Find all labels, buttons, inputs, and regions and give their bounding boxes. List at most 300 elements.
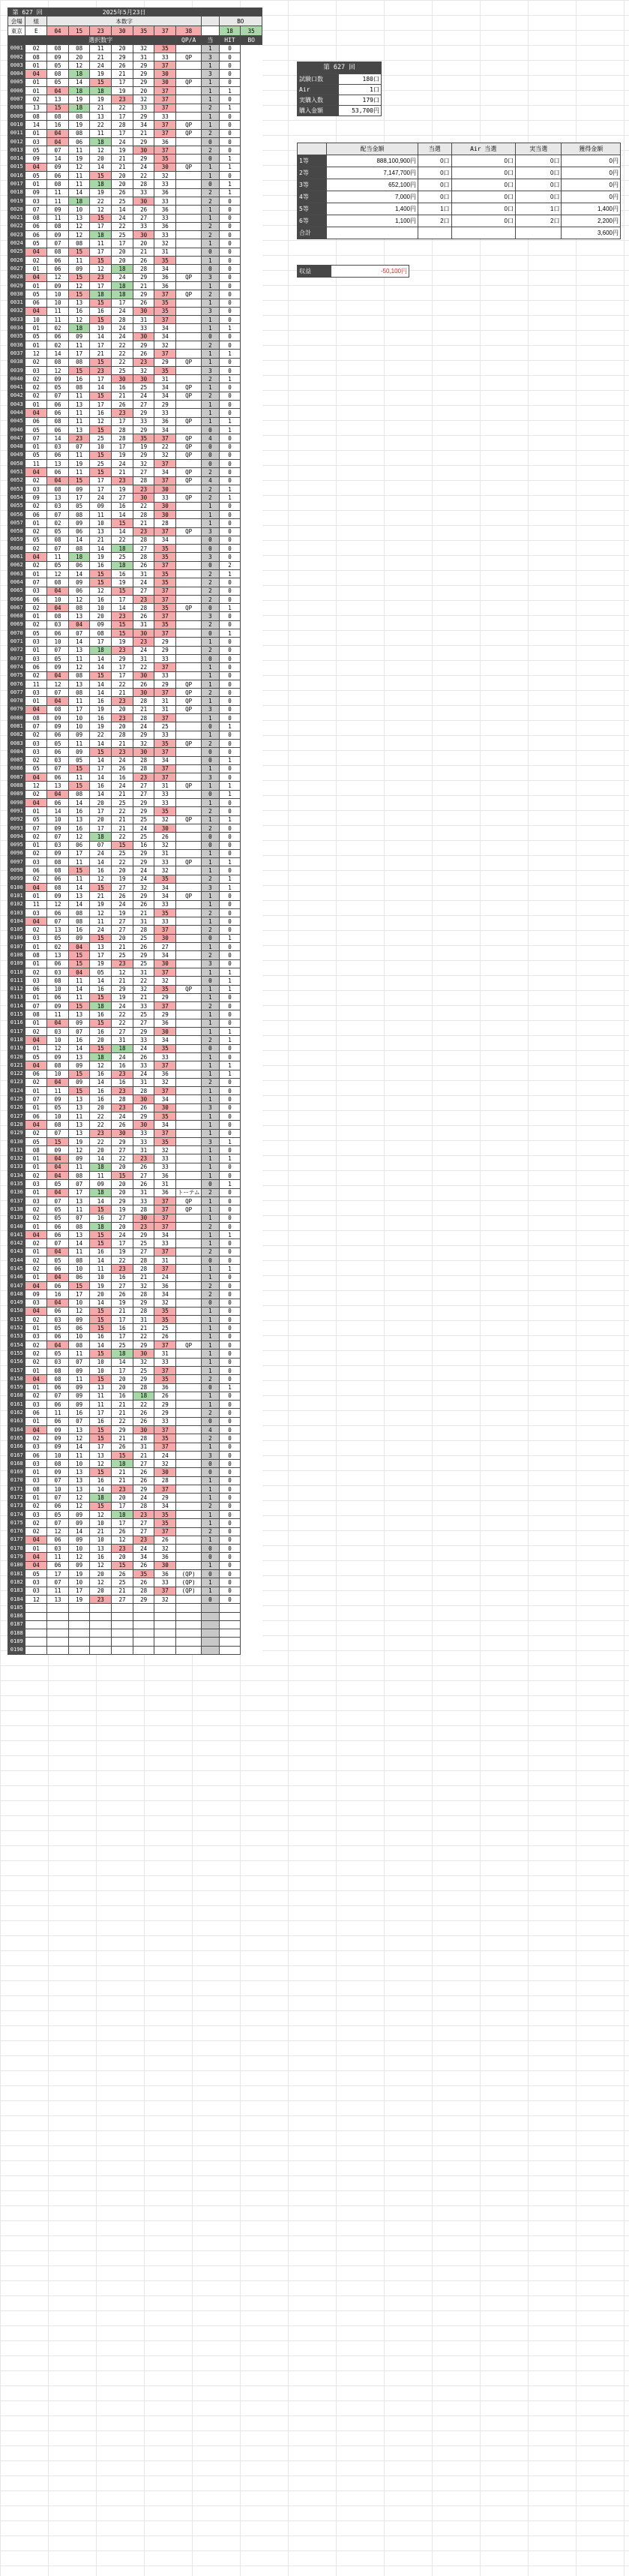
row-index: 0110 [8,968,25,976]
qp-mark: QP [176,689,202,697]
selected-number: 28 [133,1502,154,1510]
row-index: 0174 [8,1510,25,1518]
row-index: 0053 [8,485,25,494]
selected-number: 02 [25,1172,47,1180]
selected-number: 06 [47,773,69,782]
ticket-row [8,425,262,434]
selected-number: 21 [112,468,133,476]
selected-number: 29 [133,112,154,120]
selected-number: 02 [25,375,47,383]
ticket-row [8,578,262,587]
selected-number [154,1620,176,1629]
prize-cell: 0口 [451,167,515,179]
hit-mark [202,1612,219,1620]
qp-mark [176,722,202,731]
selected-number: 33 [133,188,154,197]
hit-count: 0 [219,1214,241,1222]
selected-number: 06 [25,231,47,239]
selected-number: 06 [47,451,69,459]
selected-number: 26 [112,1570,133,1578]
prize-header-earned: 獲得金額 [562,143,621,155]
selected-number: 35 [154,1112,176,1121]
selected-number: 35 [154,545,176,553]
ticket-row [8,926,262,934]
selected-number: 28 [112,425,133,434]
hit-mark: 1 [202,900,219,908]
selected-number: 04 [25,1375,47,1383]
hit-mark: 1 [202,1350,219,1358]
selected-number: 13 [90,943,112,951]
selected-number: 10 [90,443,112,451]
ticket-row [8,417,262,425]
selected-number: 35 [154,1434,176,1443]
selected-number [47,1620,69,1629]
hit-mark: 1 [202,764,219,773]
hit-mark: 1 [202,1154,219,1163]
selected-number: 29 [154,1409,176,1417]
ticket-row [8,553,262,561]
hit-count: 1 [219,350,241,358]
selected-number: 04 [25,1231,47,1239]
hit-count: 1 [219,883,241,891]
prize-cell [515,227,562,239]
hit-count: 1 [219,968,241,976]
selected-number: 31 [154,849,176,857]
selected-number: 15 [112,620,133,629]
selected-number: 04 [25,1307,47,1315]
selected-number: 05 [47,654,69,662]
selected-number: 19 [90,705,112,713]
selected-number: 34 [154,392,176,400]
selected-number: 24 [133,1044,154,1052]
selected-number: 21 [90,104,112,112]
selected-number: 29 [133,70,154,78]
selected-number: 10 [68,1460,90,1468]
selected-number: 05 [25,332,47,341]
hit-mark: 1 [202,731,219,739]
selected-number: 28 [112,434,133,443]
selected-number: 09 [47,1052,69,1061]
hit-count: 0 [219,1205,241,1214]
selected-number: 12 [90,875,112,883]
selected-number: 28 [133,1087,154,1095]
selected-number: 29 [154,1401,176,1409]
hit-count: 0 [219,1103,241,1112]
selected-number: 19 [90,553,112,561]
selected-number: 19 [68,95,90,104]
ticket-row [8,1451,262,1459]
selected-number: 30 [154,959,176,968]
selected-number: 10 [68,1545,90,1553]
hit-mark: 2 [202,1409,219,1417]
hit-mark: 2 [202,595,219,603]
selected-number: 15 [90,214,112,222]
selected-number: 29 [133,341,154,349]
selected-number: 07 [68,1028,90,1036]
ticket-row [8,1247,262,1256]
selected-number: 02 [47,341,69,349]
qp-mark [176,1180,202,1188]
prize-cell: 3,600円 [562,227,621,239]
selected-number: 01 [25,1188,47,1196]
ticket-row [8,1638,262,1646]
selected-number [68,1646,90,1654]
row-index: 0025 [8,248,25,256]
hit-mark: 0 [202,654,219,662]
row-index: 0182 [8,1578,25,1587]
selected-number [112,1638,133,1646]
selected-number: 30 [133,332,154,341]
qp-mark: QP [176,527,202,536]
set-value: E [25,26,47,36]
selected-number: 06 [25,1112,47,1121]
ticket-row [8,332,262,341]
selected-number [90,1646,112,1654]
selected-number: 23 [133,1222,154,1230]
selected-number: 14 [90,654,112,662]
selected-number: 20 [112,257,133,265]
selected-number: 21 [90,892,112,900]
qp-mark: (QP) [176,1570,202,1578]
selected-number: 08 [47,44,69,53]
selected-number: 35 [154,739,176,747]
selected-number [68,1604,90,1612]
selected-number: 30 [112,1129,133,1137]
selected-number: 09 [25,188,47,197]
hit-mark: 1 [202,1121,219,1129]
hit-mark: 1 [202,239,219,248]
selected-number: 07 [68,1417,90,1425]
selected-number: 09 [47,1443,69,1451]
selected-number: 17 [68,705,90,713]
hit-mark: 1 [202,1112,219,1121]
selected-number: 31 [133,570,154,578]
ticket-row [8,366,262,374]
selected-number: 14 [68,883,90,891]
selected-number: 08 [68,545,90,553]
qp-mark [176,866,202,875]
hit-mark: 0 [202,790,219,798]
qp-mark [176,824,202,832]
selected-number: 24 [90,62,112,70]
selected-number: 15 [90,578,112,587]
hit-mark: 1 [202,1519,219,1527]
selected-number: 06 [68,527,90,536]
selected-number: 25 [133,383,154,392]
selected-number: 09 [68,1154,90,1163]
prize-row [298,179,621,191]
prize-row [298,227,621,239]
selected-number: 02 [25,527,47,536]
selected-number: 02 [25,95,47,104]
row-index: 0156 [8,1358,25,1366]
selected-number: 13 [68,1425,90,1434]
selected-number: 35 [154,44,176,53]
selected-number: 22 [133,1401,154,1409]
selected-number: 35 [154,875,176,883]
selected-number: 03 [25,1587,47,1595]
selected-number: 01 [25,1222,47,1230]
selected-number: 25 [133,1366,154,1374]
hit-mark: 1 [202,1019,219,1027]
selected-number: 22 [112,1256,133,1265]
selected-number: 30 [154,70,176,78]
selected-number: 09 [68,519,90,527]
row-index: 0059 [8,536,25,544]
selected-number: 01 [25,807,47,815]
selected-number: 33 [154,917,176,926]
selected-number: 29 [154,1010,176,1019]
selected-number [25,1646,47,1654]
ticket-row [8,341,262,349]
row-index: 0062 [8,561,25,569]
ticket-row [8,1146,262,1154]
selected-number: 09 [68,1401,90,1409]
qp-mark [176,332,202,341]
selected-number: 07 [47,1196,69,1205]
qp-mark [176,883,202,891]
selected-number: 20 [112,1222,133,1230]
selected-number: 04 [25,1121,47,1129]
selected-number: 19 [90,188,112,197]
selected-number [112,1629,133,1638]
header-row [8,8,262,17]
selected-number: 03 [25,1476,47,1485]
selected-number: 06 [25,1409,47,1417]
hit-mark: 3 [202,273,219,281]
hit-mark [202,1629,219,1638]
row-index: 0109 [8,959,25,968]
ticket-row [8,782,262,790]
selected-number: 02 [25,875,47,883]
ticket-row [8,1196,262,1205]
selected-number: 06 [68,841,90,849]
selected-number: 21 [112,824,133,832]
hit-mark: 1 [202,1196,219,1205]
selected-number: 17 [68,1587,90,1595]
selected-number: 32 [154,866,176,875]
selected-number: 18 [68,324,90,332]
selected-number: 15 [90,1205,112,1214]
selected-number: 13 [25,104,47,112]
ticket-row [8,849,262,857]
hit-count: 0 [219,1519,241,1527]
qp-mark [176,1078,202,1086]
hit-count: 1 [219,782,241,790]
selected-number: 08 [47,1460,69,1468]
hit-mark: 1 [202,417,219,425]
ticket-row [8,188,262,197]
selected-number: 01 [25,1163,47,1171]
selected-number: 30 [133,629,154,638]
selected-number: 27 [112,1028,133,1036]
qp-mark [176,1290,202,1299]
selected-number: 04 [25,1425,47,1434]
selected-number: 19 [90,70,112,78]
ticket-row [8,1502,262,1510]
selected-number: 29 [133,1375,154,1383]
qp-mark [176,197,202,205]
row-index: 0001 [8,44,25,53]
selected-number: 23 [112,1103,133,1112]
row-index: 0164 [8,1425,25,1434]
row-index: 0016 [8,172,25,180]
selected-number: 23 [90,366,112,374]
selected-number: 15 [68,764,90,773]
hit-mark: 1 [202,849,219,857]
selected-number: 27 [112,1281,133,1290]
hit-count: 0 [219,1273,241,1281]
selected-number: 35 [154,807,176,815]
qp-mark [176,1401,202,1409]
hit-mark: 1 [202,62,219,70]
ticket-row [8,1010,262,1019]
ticket-row [8,1417,262,1425]
row-index: 0064 [8,578,25,587]
hit-count: 0 [219,510,241,518]
selected-number: 11 [68,1247,90,1256]
selected-number: 37 [154,95,176,104]
selected-number: 33 [154,1154,176,1163]
selected-number: 23 [112,1485,133,1494]
ticket-row [8,248,262,256]
selected-number: 21 [112,977,133,985]
selected-number: 32 [154,1146,176,1154]
selected-number: 02 [25,1392,47,1400]
hit-mark: 1 [202,1316,219,1324]
selected-number: 01 [25,993,47,1001]
selected-number: 36 [154,137,176,146]
qp-mark [176,1536,202,1544]
selected-number: 29 [133,137,154,146]
selected-number: 12 [90,146,112,155]
selected-number: 21 [133,1451,154,1459]
qp-mark [176,188,202,197]
selected-number: 19 [112,638,133,646]
prize-cell: 0口 [451,203,515,215]
row-index: 0024 [8,239,25,248]
selected-number: 17 [112,299,133,307]
row-index: 0094 [8,833,25,841]
selected-number: 07 [47,1578,69,1587]
hit-count: 0 [219,307,241,315]
selected-number: 20 [112,1180,133,1188]
hit-mark [202,1638,219,1646]
selected-number: 36 [154,1383,176,1392]
selected-number: 02 [25,502,47,510]
qp-mark [176,1595,202,1603]
hit-count: 0 [219,1172,241,1180]
selected-number: 18 [112,1460,133,1468]
qp-mark [176,1510,202,1518]
selected-number: 07 [25,206,47,214]
ticket-row [8,536,262,544]
selected-number: 26 [133,350,154,358]
selected-number: 35 [154,985,176,993]
ticket-row [8,527,262,536]
selected-number: 06 [25,663,47,671]
row-index: 0082 [8,731,25,739]
selected-number: 09 [68,1316,90,1324]
selected-number: 05 [25,629,47,638]
selected-number: 06 [47,1307,69,1315]
row-index: 0070 [8,629,25,638]
qp-mark [176,350,202,358]
ticket-row [8,214,262,222]
selected-number: 04 [25,1561,47,1569]
selected-number: 03 [47,502,69,510]
qp-mark: QP [176,451,202,459]
qp-mark [176,1375,202,1383]
prize-cell: 0口 [451,179,515,191]
selected-number: 14 [90,739,112,747]
selected-number: 11 [68,392,90,400]
selected-number: 13 [68,1121,90,1129]
selected-number: 07 [47,1392,69,1400]
selected-number [25,1629,47,1638]
selected-number: 33 [154,214,176,222]
selected-number: 32 [154,815,176,824]
hit-mark: 2 [202,951,219,959]
ticket-row [8,1494,262,1502]
hit-count: 0 [219,1401,241,1409]
selected-number: 26 [133,1163,154,1171]
hit-count: 0 [219,1485,241,1494]
selected-number: 24 [154,1273,176,1281]
selected-number: 05 [47,1350,69,1358]
row-index: 0004 [8,70,25,78]
hit-count: 1 [219,425,241,434]
ticket-row [8,257,262,265]
selected-number: 25 [133,934,154,942]
selected-number: 05 [25,764,47,773]
hit-mark: 0 [202,180,219,188]
hit-mark: 1 [202,1214,219,1222]
hit-count: 0 [219,239,241,248]
selected-number: 26 [133,206,154,214]
hit-count: 0 [219,341,241,349]
selected-number: 37 [154,629,176,638]
selected-number: 24 [112,1112,133,1121]
selected-number: 02 [25,1434,47,1443]
ticket-row [8,494,262,502]
hit-mark: 2 [202,1222,219,1230]
selected-number: 12 [68,1434,90,1443]
selected-number: 29 [133,425,154,434]
hit-count: 0 [219,612,241,620]
selected-number: 09 [90,620,112,629]
selected-number: 25 [112,799,133,807]
selected-number: 02 [25,620,47,629]
qp-mark [176,1010,202,1019]
hit-mark: 0 [202,1299,219,1307]
selected-number: 02 [25,1265,47,1273]
selected-number: 20 [112,172,133,180]
qp-mark [176,1316,202,1324]
selected-number: 27 [112,1214,133,1222]
selected-number: 35 [154,366,176,374]
row-index: 0073 [8,654,25,662]
row-index: 0014 [8,155,25,163]
selected-number: 20 [112,44,133,53]
selected-number: 04 [47,1341,69,1350]
hit-count: 0 [219,137,241,146]
selected-number: 06 [47,1561,69,1569]
selected-number: 16 [90,1214,112,1222]
hit-count: 0 [219,1239,241,1247]
selected-number: 06 [47,425,69,434]
row-index: 0085 [8,756,25,764]
